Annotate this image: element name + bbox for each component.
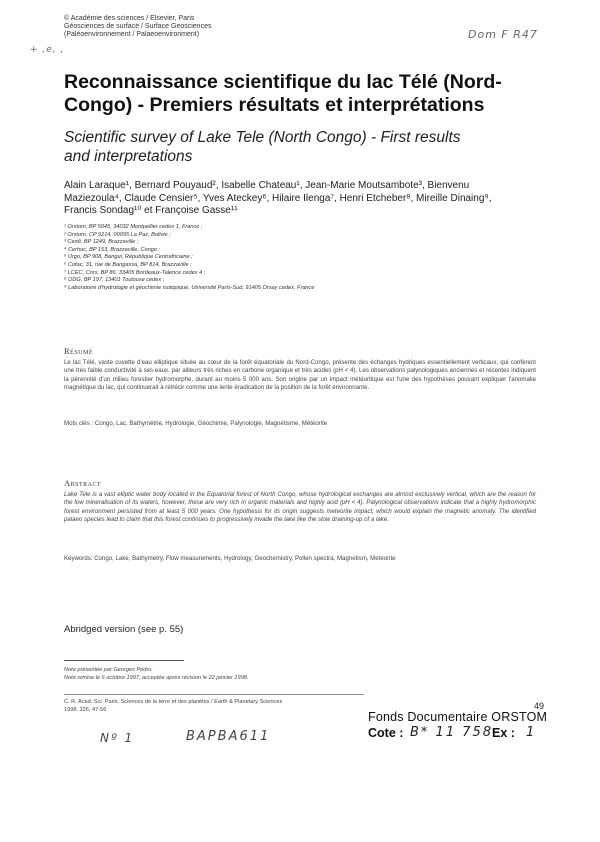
affiliation-item: ³ Cerdi, BP 1249, Brazzaville ; [64, 239, 139, 246]
archive-stamp-cote [368, 726, 568, 746]
footnote-divider [64, 660, 184, 661]
affiliation-item: ⁸ ODG, BP 197, 13401 Toulouse cedex ; [64, 277, 165, 284]
author-list [64, 180, 534, 218]
resume-text: Le lac Télé, vaste cuvette d'eau elliptique située au cœur de la forêt équatoriale du Nord-Congo, présente des échanges hydriques essentiellement verticaux, qui confèrent une très faible conductivité à ses eaux, par ailleurs très riches en carbone organique et très acides (pH < 4). Les observations palynologiques anciennes et récentes indiquent la pérennité d'un milieu forestier hydromorphe, durant au moins 5 000 ans. Son origine par un impact météoritique est l'une des hypothèses pouvant expliquer l'anomalie magnétique du lac, qui continuerait à rétrécir comme une lente éradication de la position de la forêt environnante. [64, 359, 536, 392]
paper-subtitle [64, 128, 534, 166]
affiliation-item: ⁹ Laboratoire d'hydrologie et géochimie isotopique, Université Paris-Sud, 91405 Orsay cedex, France [64, 284, 315, 291]
abstract-heading: Abstract [64, 478, 102, 488]
affiliation-item: ⁵ Urgo, BP 908, Bangui, République Centrafricaine ; [64, 254, 193, 261]
citation-line-1: C. R. Acad. Sci. Paris, Sciences de la terre et des planètes / Earth & Planetary Sciences [64, 699, 283, 705]
margin-mark: + ,e, , [30, 45, 65, 55]
cote-label: Cote : [368, 726, 404, 740]
publisher-line-1: © Académie des sciences / Elsevier, Paris [64, 15, 195, 22]
ex-label: Ex : [492, 726, 515, 740]
abstract-keywords: Keywords: Congo, Lake, Bathymetry, Flow measurements, Hydrology, Geochemistry, Pollen spectra, Magnetism, Meteorite [64, 555, 396, 562]
archive-stamp-title: Fonds Documentaire ORSTOM [368, 710, 548, 724]
affiliation-item: ⁴ Cerhoc, BP 153, Brazzaville, Congo ; [64, 246, 161, 253]
affiliation-item: ⁷ LCEC, Cnrs, BP 86, 33405 Bordeaux-Talence cedex 4 ; [64, 269, 206, 276]
note-line: Note présentée par Georges Pédro. [64, 667, 153, 673]
author-line-2: Maziezoula⁴, Claude Censier⁵, Yves Ateckey⁶, Hilaire Ilenga⁷, Henri Etcheber⁸, Mireille Dinaing⁹, [64, 192, 492, 204]
affiliation-item: ¹ Orstom, BP 5045, 34032 Montpellier cedex 1, France ; [64, 224, 203, 230]
publisher-line-2: Géosciences de surface / Surface Geosciences [64, 23, 212, 30]
abridged-version-note: Abridged version (see p. 55) [64, 624, 184, 635]
resume-heading: Résumé [64, 346, 94, 356]
resume-keywords: Mots clés : Congo, Lac, Bathymétrie, Hydrologie, Géochimie, Palynologie, Magnétisme, Météorite [64, 420, 328, 427]
paper-subtitle-line-2: and interpretations [64, 148, 193, 165]
abstract-text: Lake Tele is a vast elliptic water body located in the Equatorial forest of North Congo, whose hydrological exchanges are almost exclusively vertical, which are the reason for the low mineralisation of its waters, however, these are very rich in organic materials and highly acid (pH < 4). Palynological observations indicate that a highly hydromorphic forest environment persisted from at least 5 000 years. One hypothesis for its origin suggests meteorite impact, which would explain the magnetic anomaly. The identified palaeo species lead to claim that this forest continues to progressively invade the lake like the slow draining-up of a lake. [64, 491, 536, 524]
ex-value: 1 [526, 725, 537, 740]
handwritten-reference: Dom F R47 [468, 28, 538, 41]
page-number: 49 [534, 701, 545, 711]
author-line-3: Francis Sondag¹⁰ et Françoise Gasse¹¹ [64, 205, 238, 216]
paper-title [64, 71, 534, 117]
journal-citation [64, 699, 384, 714]
paper-subtitle-line-1: Scientific survey of Lake Tele (North Congo) - First results [64, 129, 461, 146]
paper-title-line-1: Reconnaissance scientifique du lac Télé (Nord- [64, 71, 502, 93]
citation-line-2: 1998. 326, 47-56 [64, 706, 107, 713]
submission-notes [64, 667, 534, 682]
affiliation-list [64, 224, 534, 292]
citation-divider [64, 694, 364, 695]
handwritten-number: Nº 1 [100, 731, 135, 745]
author-line-1: Alain Laraque¹, Bernard Pouyaud², Isabelle Chateau¹, Jean-Marie Moutsambote³, Bienvenu [64, 180, 470, 191]
cote-value: B* 11 758 [410, 725, 494, 740]
paper-title-line-2: Congo) - Premiers résultats et interprétations [64, 94, 485, 116]
note-line: Note remise le 6 octobre 1997, acceptée après révision le 22 janvier 1998. [64, 674, 249, 681]
handwritten-code: BAPBA611 [186, 729, 271, 744]
publisher-line-3: (Paléoenvironnement / Palaeoenvironment) [64, 31, 200, 38]
affiliation-item: ² Orstom, CP 9214, 00095 La Paz, Bolivie ; [64, 231, 171, 238]
affiliation-item: ⁶ Cofac, 31, rue de Bangassa, BP 814, Brazzaville ; [64, 261, 192, 268]
